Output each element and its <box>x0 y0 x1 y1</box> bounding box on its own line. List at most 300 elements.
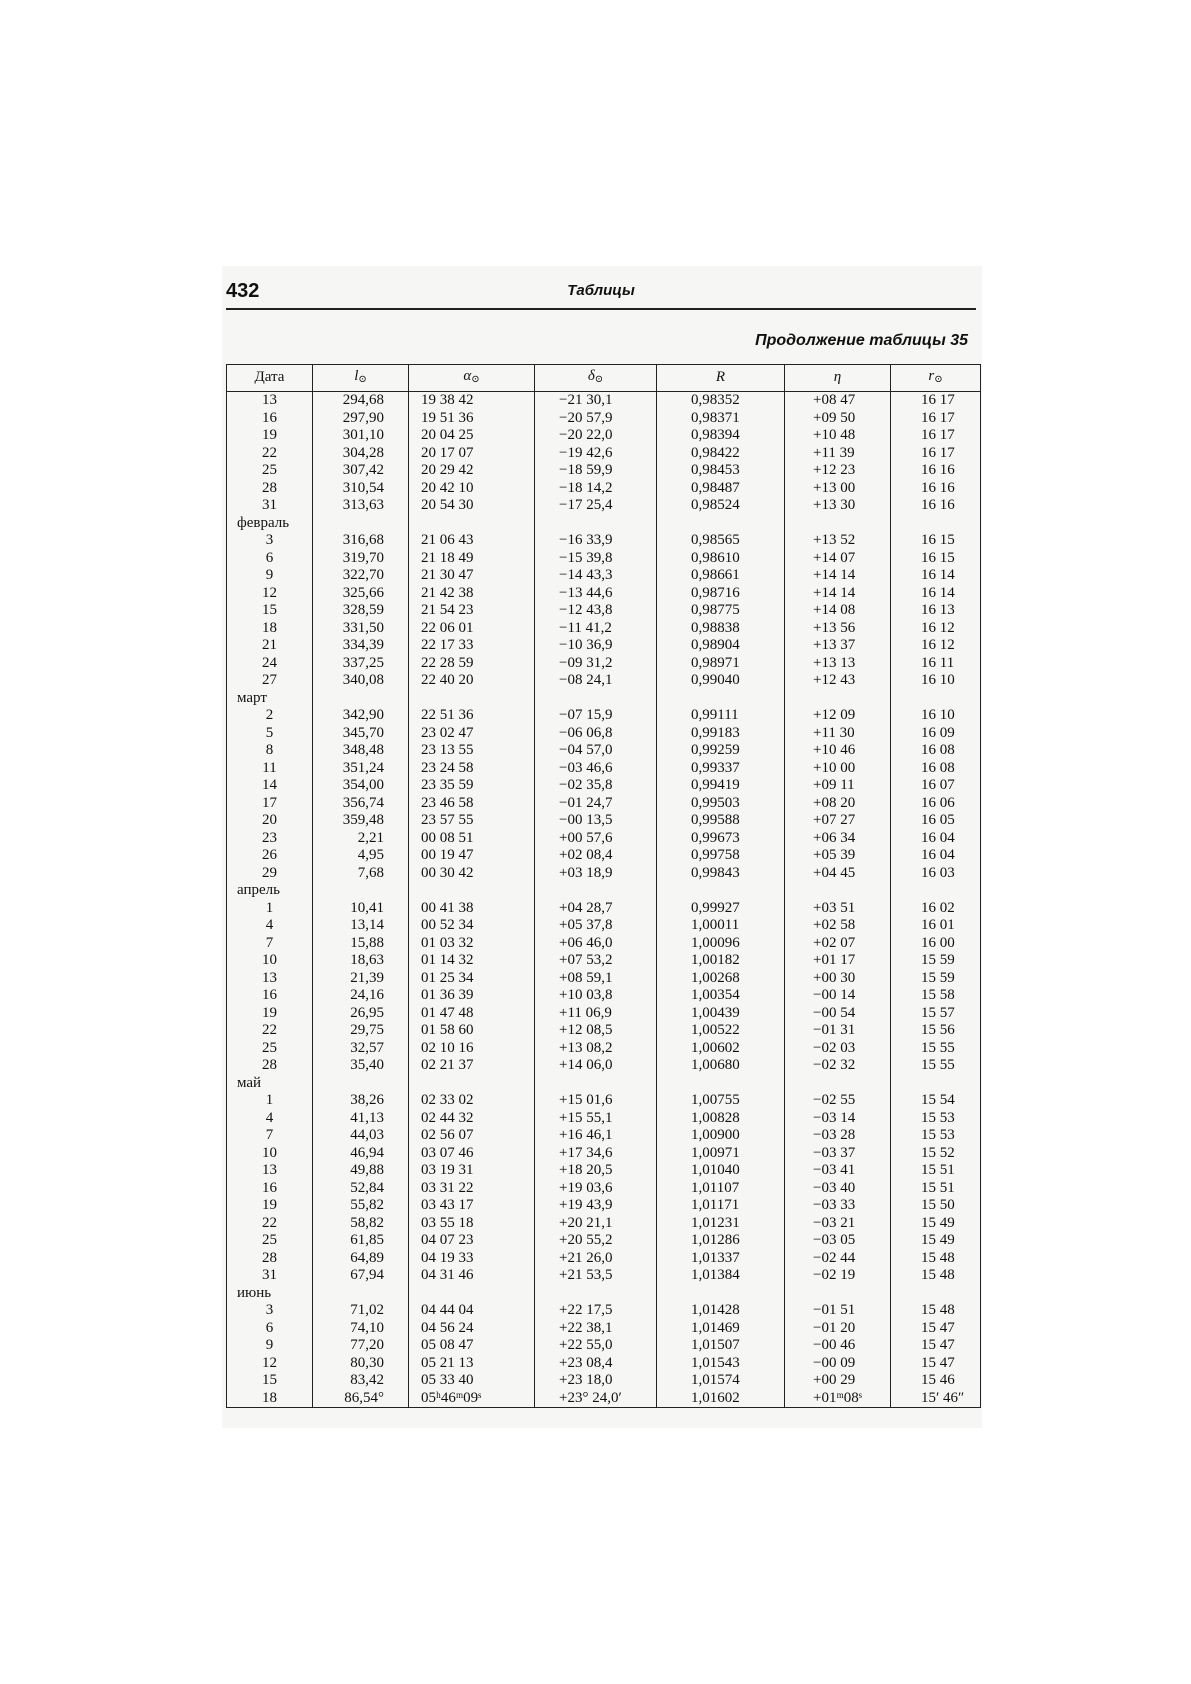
month-label: апрель <box>227 882 313 900</box>
cell-date: 25 <box>227 1040 313 1058</box>
table-row <box>227 1250 981 1268</box>
cell-semidiameter: 15 55 <box>891 1040 981 1058</box>
month-row <box>227 882 981 900</box>
cell-declination: −21 30,1 <box>535 392 657 410</box>
cell-equation-of-time: −02 55 <box>785 1092 891 1110</box>
cell-longitude: 52,84 <box>313 1180 409 1198</box>
cell-equation-of-time: −03 14 <box>785 1110 891 1128</box>
cell-right-ascension: 02 33 02 <box>409 1092 535 1110</box>
table-row <box>227 987 981 1005</box>
month-label: июнь <box>227 1285 313 1303</box>
cell-declination: +08 59,1 <box>535 970 657 988</box>
header-distance: R <box>657 365 785 392</box>
cell-distance: 0,98524 <box>657 497 785 515</box>
table-row <box>227 760 981 778</box>
cell-right-ascension: 01 47 48 <box>409 1005 535 1023</box>
cell-date: 12 <box>227 1355 313 1373</box>
table-row <box>227 970 981 988</box>
cell-right-ascension: 23 02 47 <box>409 725 535 743</box>
month-row <box>227 690 981 708</box>
cell-longitude: 61,85 <box>313 1232 409 1250</box>
cell-distance: 1,01543 <box>657 1355 785 1373</box>
cell-right-ascension: 04 19 33 <box>409 1250 535 1268</box>
cell-right-ascension: 01 25 34 <box>409 970 535 988</box>
table-row <box>227 1337 981 1355</box>
cell-declination: −02 35,8 <box>535 777 657 795</box>
cell-declination: +20 21,1 <box>535 1215 657 1233</box>
cell-longitude <box>313 515 409 533</box>
cell-declination: −12 43,8 <box>535 602 657 620</box>
cell-equation-of-time: +13 00 <box>785 480 891 498</box>
cell-equation-of-time: +12 09 <box>785 707 891 725</box>
cell-right-ascension <box>409 690 535 708</box>
cell-right-ascension: 22 17 33 <box>409 637 535 655</box>
table-row <box>227 1197 981 1215</box>
cell-date: 16 <box>227 987 313 1005</box>
cell-equation-of-time: −02 44 <box>785 1250 891 1268</box>
cell-equation-of-time: −03 41 <box>785 1162 891 1180</box>
cell-right-ascension: 04 31 46 <box>409 1267 535 1285</box>
cell-right-ascension: 01 14 32 <box>409 952 535 970</box>
cell-date: 31 <box>227 1267 313 1285</box>
cell-distance: 0,98904 <box>657 637 785 655</box>
cell-distance: 0,98371 <box>657 410 785 428</box>
cell-longitude: 354,00 <box>313 777 409 795</box>
cell-declination: +17 34,6 <box>535 1145 657 1163</box>
cell-equation-of-time: −03 21 <box>785 1215 891 1233</box>
cell-date: 23 <box>227 830 313 848</box>
cell-right-ascension: 23 57 55 <box>409 812 535 830</box>
cell-longitude: 18,63 <box>313 952 409 970</box>
cell-date: 7 <box>227 935 313 953</box>
cell-distance: 1,00011 <box>657 917 785 935</box>
page-header <box>226 280 976 310</box>
cell-declination: −00 13,5 <box>535 812 657 830</box>
cell-declination: −01 24,7 <box>535 795 657 813</box>
table-row <box>227 1355 981 1373</box>
cell-declination: +10 03,8 <box>535 987 657 1005</box>
cell-date: 3 <box>227 1302 313 1320</box>
cell-declination: −13 44,6 <box>535 585 657 603</box>
cell-equation-of-time <box>785 515 891 533</box>
cell-distance: 1,00354 <box>657 987 785 1005</box>
cell-distance: 1,00900 <box>657 1127 785 1145</box>
cell-distance: 0,99673 <box>657 830 785 848</box>
cell-semidiameter: 16 14 <box>891 585 981 603</box>
cell-right-ascension: 02 10 16 <box>409 1040 535 1058</box>
cell-declination: +02 08,4 <box>535 847 657 865</box>
cell-date: 1 <box>227 900 313 918</box>
table-row <box>227 1145 981 1163</box>
cell-date: 27 <box>227 672 313 690</box>
cell-semidiameter <box>891 1285 981 1303</box>
cell-semidiameter: 15′ 46″ <box>891 1390 981 1408</box>
cell-semidiameter: 15 48 <box>891 1267 981 1285</box>
cell-declination: +23° 24,0′ <box>535 1390 657 1408</box>
cell-equation-of-time: +02 07 <box>785 935 891 953</box>
cell-equation-of-time: +06 34 <box>785 830 891 848</box>
table-row <box>227 1127 981 1145</box>
cell-distance: 1,00828 <box>657 1110 785 1128</box>
cell-right-ascension: 04 44 04 <box>409 1302 535 1320</box>
cell-longitude: 342,90 <box>313 707 409 725</box>
cell-right-ascension: 05 33 40 <box>409 1372 535 1390</box>
cell-declination: −18 14,2 <box>535 480 657 498</box>
cell-declination: +22 17,5 <box>535 1302 657 1320</box>
cell-distance: 0,99419 <box>657 777 785 795</box>
cell-declination: +12 08,5 <box>535 1022 657 1040</box>
table-row <box>227 392 981 410</box>
cell-semidiameter: 15 53 <box>891 1127 981 1145</box>
cell-longitude: 297,90 <box>313 410 409 428</box>
cell-semidiameter: 16 08 <box>891 742 981 760</box>
cell-date: 6 <box>227 1320 313 1338</box>
cell-semidiameter: 15 49 <box>891 1215 981 1233</box>
cell-equation-of-time: +13 37 <box>785 637 891 655</box>
cell-declination: −20 22,0 <box>535 427 657 445</box>
cell-longitude: 351,24 <box>313 760 409 778</box>
cell-date: 13 <box>227 970 313 988</box>
cell-declination: +15 01,6 <box>535 1092 657 1110</box>
book-page <box>222 266 982 1428</box>
table-row <box>227 1390 981 1408</box>
cell-declination: +04 28,7 <box>535 900 657 918</box>
cell-date: 18 <box>227 1390 313 1408</box>
cell-longitude: 331,50 <box>313 620 409 638</box>
cell-distance: 0,99927 <box>657 900 785 918</box>
header-semidiameter: $r_⊙$ <box>891 365 981 392</box>
cell-semidiameter: 16 08 <box>891 760 981 778</box>
cell-date: 13 <box>227 392 313 410</box>
cell-declination: −10 36,9 <box>535 637 657 655</box>
cell-distance: 0,98971 <box>657 655 785 673</box>
cell-right-ascension: 20 54 30 <box>409 497 535 515</box>
cell-longitude: 294,68 <box>313 392 409 410</box>
cell-longitude: 80,30 <box>313 1355 409 1373</box>
cell-distance: 1,01171 <box>657 1197 785 1215</box>
cell-distance: 1,00522 <box>657 1022 785 1040</box>
cell-date: 22 <box>227 1022 313 1040</box>
cell-right-ascension: 02 44 32 <box>409 1110 535 1128</box>
cell-declination: +15 55,1 <box>535 1110 657 1128</box>
cell-equation-of-time: −01 20 <box>785 1320 891 1338</box>
cell-date: 15 <box>227 1372 313 1390</box>
cell-declination: +19 03,6 <box>535 1180 657 1198</box>
cell-right-ascension: 04 07 23 <box>409 1232 535 1250</box>
cell-declination: −04 57,0 <box>535 742 657 760</box>
cell-longitude: 55,82 <box>313 1197 409 1215</box>
cell-equation-of-time <box>785 690 891 708</box>
cell-date: 6 <box>227 550 313 568</box>
cell-date: 18 <box>227 620 313 638</box>
header-equation-of-time: η <box>785 365 891 392</box>
cell-right-ascension: 01 36 39 <box>409 987 535 1005</box>
cell-equation-of-time <box>785 1075 891 1093</box>
cell-distance: 1,01337 <box>657 1250 785 1268</box>
cell-equation-of-time: −03 40 <box>785 1180 891 1198</box>
cell-right-ascension <box>409 515 535 533</box>
cell-longitude: 10,41 <box>313 900 409 918</box>
cell-declination <box>535 690 657 708</box>
table-row <box>227 1057 981 1075</box>
cell-equation-of-time: +00 29 <box>785 1372 891 1390</box>
table-row <box>227 1320 981 1338</box>
table-header-row <box>227 365 981 392</box>
cell-date: 9 <box>227 567 313 585</box>
cell-longitude: 32,57 <box>313 1040 409 1058</box>
cell-semidiameter: 16 16 <box>891 462 981 480</box>
cell-date: 28 <box>227 480 313 498</box>
cell-right-ascension: 00 19 47 <box>409 847 535 865</box>
table-row <box>227 1267 981 1285</box>
cell-right-ascension: 03 19 31 <box>409 1162 535 1180</box>
cell-equation-of-time: +05 39 <box>785 847 891 865</box>
cell-date: 1 <box>227 1092 313 1110</box>
cell-semidiameter: 15 56 <box>891 1022 981 1040</box>
cell-date: 19 <box>227 1005 313 1023</box>
cell-semidiameter: 16 15 <box>891 550 981 568</box>
cell-right-ascension: 21 06 43 <box>409 532 535 550</box>
cell-declination: +22 55,0 <box>535 1337 657 1355</box>
cell-longitude: 46,94 <box>313 1145 409 1163</box>
cell-longitude: 49,88 <box>313 1162 409 1180</box>
cell-longitude: 64,89 <box>313 1250 409 1268</box>
cell-semidiameter: 16 15 <box>891 532 981 550</box>
cell-equation-of-time: +14 14 <box>785 567 891 585</box>
cell-distance: 0,98487 <box>657 480 785 498</box>
cell-distance: 1,01507 <box>657 1337 785 1355</box>
cell-equation-of-time: +01ᵐ08ˢ <box>785 1390 891 1408</box>
cell-distance: 1,00755 <box>657 1092 785 1110</box>
cell-distance: 1,00602 <box>657 1040 785 1058</box>
table-row <box>227 1232 981 1250</box>
cell-right-ascension: 20 42 10 <box>409 480 535 498</box>
cell-longitude: 38,26 <box>313 1092 409 1110</box>
cell-semidiameter: 15 47 <box>891 1355 981 1373</box>
cell-semidiameter: 16 14 <box>891 567 981 585</box>
cell-equation-of-time: −03 28 <box>785 1127 891 1145</box>
cell-equation-of-time: −01 31 <box>785 1022 891 1040</box>
cell-right-ascension: 01 58 60 <box>409 1022 535 1040</box>
cell-right-ascension: 21 18 49 <box>409 550 535 568</box>
month-row <box>227 1075 981 1093</box>
cell-equation-of-time: −02 03 <box>785 1040 891 1058</box>
cell-longitude <box>313 1075 409 1093</box>
cell-longitude <box>313 882 409 900</box>
cell-equation-of-time: +00 30 <box>785 970 891 988</box>
cell-declination: −09 31,2 <box>535 655 657 673</box>
cell-equation-of-time: +13 13 <box>785 655 891 673</box>
cell-distance: 1,00680 <box>657 1057 785 1075</box>
cell-declination: +05 37,8 <box>535 917 657 935</box>
cell-right-ascension: 23 24 58 <box>409 760 535 778</box>
cell-distance <box>657 515 785 533</box>
cell-longitude: 77,20 <box>313 1337 409 1355</box>
table-row <box>227 655 981 673</box>
month-label: май <box>227 1075 313 1093</box>
cell-date: 3 <box>227 532 313 550</box>
cell-right-ascension: 20 04 25 <box>409 427 535 445</box>
cell-equation-of-time: +03 51 <box>785 900 891 918</box>
table-row <box>227 462 981 480</box>
cell-declination: −20 57,9 <box>535 410 657 428</box>
cell-date: 24 <box>227 655 313 673</box>
cell-right-ascension: 02 56 07 <box>409 1127 535 1145</box>
cell-semidiameter <box>891 1075 981 1093</box>
cell-distance: 0,98422 <box>657 445 785 463</box>
cell-distance: 0,99040 <box>657 672 785 690</box>
table-body <box>227 392 981 1408</box>
month-label: февраль <box>227 515 313 533</box>
table-row <box>227 742 981 760</box>
cell-equation-of-time: +01 17 <box>785 952 891 970</box>
cell-date: 13 <box>227 1162 313 1180</box>
cell-right-ascension: 05 08 47 <box>409 1337 535 1355</box>
cell-right-ascension: 03 07 46 <box>409 1145 535 1163</box>
header-right-ascension: $\alpha_⊙$ <box>409 365 535 392</box>
cell-declination: +23 18,0 <box>535 1372 657 1390</box>
cell-right-ascension: 23 35 59 <box>409 777 535 795</box>
cell-declination: +21 53,5 <box>535 1267 657 1285</box>
cell-date: 19 <box>227 427 313 445</box>
cell-declination <box>535 515 657 533</box>
cell-distance: 1,00439 <box>657 1005 785 1023</box>
cell-semidiameter: 15 51 <box>891 1162 981 1180</box>
cell-distance: 1,01107 <box>657 1180 785 1198</box>
cell-distance: 0,98394 <box>657 427 785 445</box>
cell-right-ascension: 03 31 22 <box>409 1180 535 1198</box>
table-row <box>227 427 981 445</box>
header-longitude: $l_⊙$ <box>313 365 409 392</box>
cell-semidiameter: 15 52 <box>891 1145 981 1163</box>
table-row <box>227 865 981 883</box>
cell-longitude: 322,70 <box>313 567 409 585</box>
cell-distance: 1,01384 <box>657 1267 785 1285</box>
cell-equation-of-time: −00 54 <box>785 1005 891 1023</box>
table-row <box>227 952 981 970</box>
cell-distance: 1,00971 <box>657 1145 785 1163</box>
cell-declination: +22 38,1 <box>535 1320 657 1338</box>
month-label: март <box>227 690 313 708</box>
cell-declination: −17 25,4 <box>535 497 657 515</box>
table-row <box>227 410 981 428</box>
cell-date: 12 <box>227 585 313 603</box>
cell-longitude: 83,42 <box>313 1372 409 1390</box>
table-row <box>227 1302 981 1320</box>
cell-date: 22 <box>227 445 313 463</box>
cell-right-ascension <box>409 882 535 900</box>
cell-semidiameter: 16 04 <box>891 847 981 865</box>
cell-right-ascension: 20 29 42 <box>409 462 535 480</box>
cell-distance: 0,98661 <box>657 567 785 585</box>
cell-longitude: 310,54 <box>313 480 409 498</box>
cell-date: 22 <box>227 1215 313 1233</box>
cell-longitude: 325,66 <box>313 585 409 603</box>
cell-semidiameter: 16 07 <box>891 777 981 795</box>
cell-declination: −15 39,8 <box>535 550 657 568</box>
cell-date: 4 <box>227 1110 313 1128</box>
cell-distance: 0,99183 <box>657 725 785 743</box>
table-row <box>227 1040 981 1058</box>
month-row <box>227 1285 981 1303</box>
sun-coordinates-table <box>226 364 981 1408</box>
header-declination: $\delta_⊙$ <box>535 365 657 392</box>
cell-distance: 0,98565 <box>657 532 785 550</box>
cell-distance: 0,98775 <box>657 602 785 620</box>
cell-distance: 1,00182 <box>657 952 785 970</box>
cell-distance: 0,99337 <box>657 760 785 778</box>
cell-distance: 0,98838 <box>657 620 785 638</box>
cell-equation-of-time: +09 11 <box>785 777 891 795</box>
running-title: Таблицы <box>567 282 635 299</box>
cell-equation-of-time: +14 14 <box>785 585 891 603</box>
cell-right-ascension: 20 17 07 <box>409 445 535 463</box>
header-date: Дата <box>227 365 313 392</box>
cell-semidiameter: 15 58 <box>891 987 981 1005</box>
cell-right-ascension: 00 41 38 <box>409 900 535 918</box>
table-row <box>227 847 981 865</box>
table-row <box>227 795 981 813</box>
cell-equation-of-time: −00 46 <box>785 1337 891 1355</box>
cell-longitude: 44,03 <box>313 1127 409 1145</box>
cell-right-ascension: 23 46 58 <box>409 795 535 813</box>
cell-right-ascension: 19 38 42 <box>409 392 535 410</box>
cell-declination: +00 57,6 <box>535 830 657 848</box>
cell-longitude: 29,75 <box>313 1022 409 1040</box>
cell-right-ascension: 02 21 37 <box>409 1057 535 1075</box>
cell-semidiameter: 15 47 <box>891 1320 981 1338</box>
cell-declination: −07 15,9 <box>535 707 657 725</box>
cell-declination: +21 26,0 <box>535 1250 657 1268</box>
cell-equation-of-time: +12 43 <box>785 672 891 690</box>
table-row <box>227 637 981 655</box>
cell-right-ascension <box>409 1285 535 1303</box>
cell-equation-of-time: −03 33 <box>785 1197 891 1215</box>
table-row <box>227 830 981 848</box>
cell-semidiameter: 15 48 <box>891 1250 981 1268</box>
cell-semidiameter: 16 12 <box>891 620 981 638</box>
cell-longitude: 15,88 <box>313 935 409 953</box>
sun-coordinates-table-wrap <box>226 364 981 1408</box>
cell-semidiameter: 15 50 <box>891 1197 981 1215</box>
cell-right-ascension: 04 56 24 <box>409 1320 535 1338</box>
cell-distance: 1,01602 <box>657 1390 785 1408</box>
cell-longitude: 74,10 <box>313 1320 409 1338</box>
cell-distance: 1,00096 <box>657 935 785 953</box>
cell-declination <box>535 882 657 900</box>
cell-equation-of-time: −01 51 <box>785 1302 891 1320</box>
cell-semidiameter: 16 16 <box>891 497 981 515</box>
page-number: 432 <box>226 280 260 302</box>
cell-declination <box>535 1075 657 1093</box>
cell-declination: −14 43,3 <box>535 567 657 585</box>
table-row <box>227 567 981 585</box>
cell-date: 29 <box>227 865 313 883</box>
cell-longitude: 2,21 <box>313 830 409 848</box>
cell-distance: 0,99503 <box>657 795 785 813</box>
cell-distance: 0,99259 <box>657 742 785 760</box>
cell-longitude: 307,42 <box>313 462 409 480</box>
cell-semidiameter: 16 17 <box>891 392 981 410</box>
table-row <box>227 900 981 918</box>
cell-distance <box>657 690 785 708</box>
cell-equation-of-time: −00 14 <box>785 987 891 1005</box>
cell-semidiameter: 16 03 <box>891 865 981 883</box>
cell-longitude: 13,14 <box>313 917 409 935</box>
cell-equation-of-time: −02 32 <box>785 1057 891 1075</box>
cell-declination: +20 55,2 <box>535 1232 657 1250</box>
table-row <box>227 1372 981 1390</box>
